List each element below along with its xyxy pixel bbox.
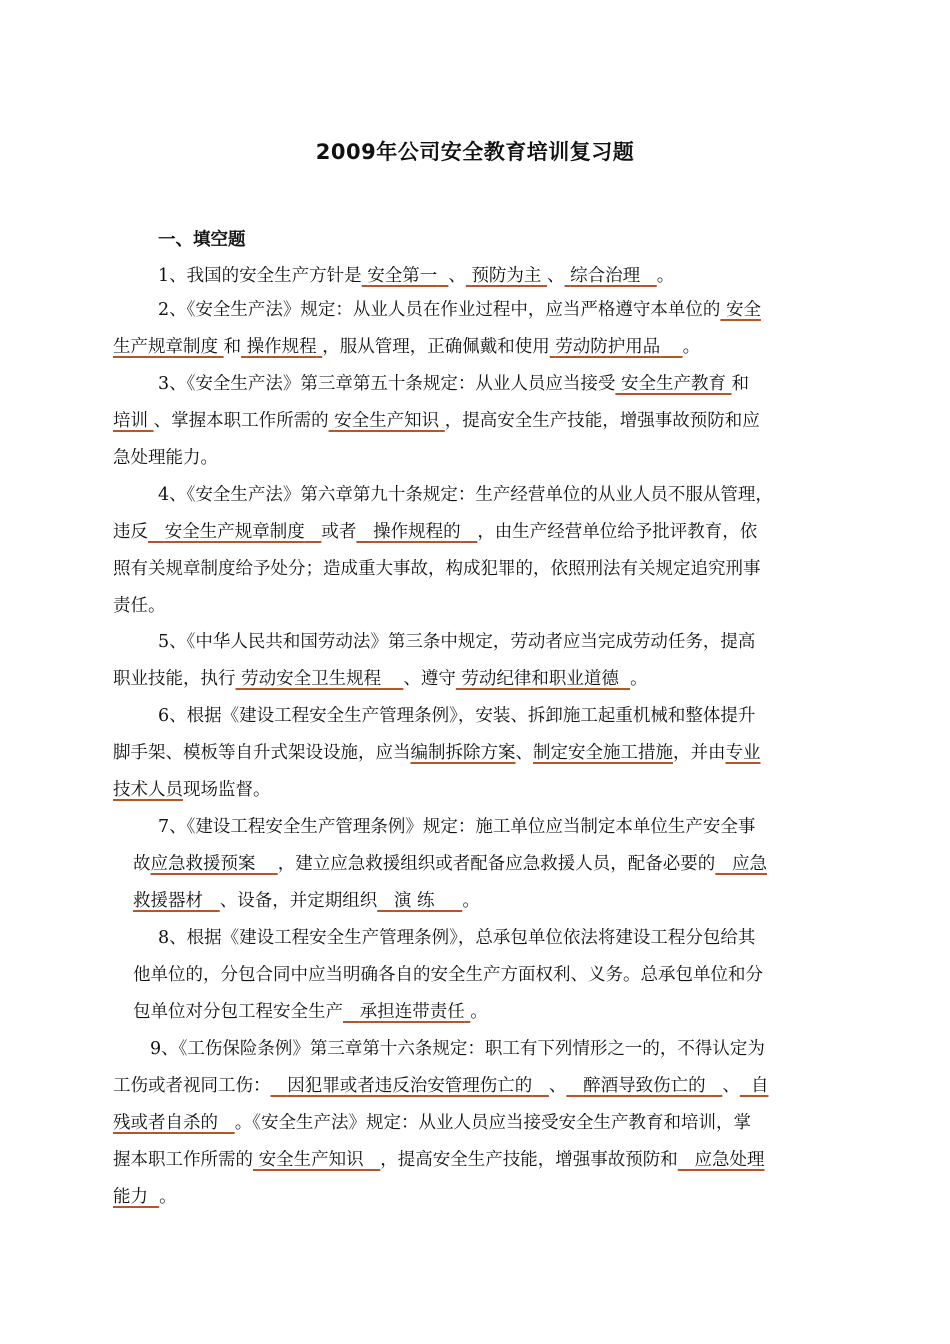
answer-blank: 自 [750, 1076, 769, 1096]
question-9-cont: 工伤或者视同工伤： 因犯罪或者违反治安管理伤亡的 、 醉酒导致伤亡的 、 自 残或者自杀的 。《安全生产法》规定：从业人员应当接受安全生产教育和培训，掌 握本职工作所需的 安全生产知识 ，提高安全生产技能，增强事故预防和 应急处理 能力 。 [113, 1076, 769, 1207]
answer-blank: 综合治理 [570, 266, 641, 286]
answer-blank: 安全生产知识 [258, 1150, 364, 1170]
answer-blank: 劳动安全卫生规程 [241, 669, 382, 689]
question-7: 7、《建设工程安全生产管理条例》规定：施工单位应当制定本单位生产安全事 [158, 817, 756, 837]
answer-blank: 安全生产教育 [620, 374, 726, 394]
answer-blank: 操作规程 [246, 337, 317, 357]
question-5: 5、《中华人民共和国劳动法》第三条中规定，劳动者应当完成劳动任务，提高 [158, 632, 756, 652]
answer-blank: 应急 [731, 854, 767, 874]
answer-blank: 应急处理 [694, 1150, 765, 1170]
question-8: 8、根据《建设工程安全生产管理条例》，总承包单位依法将建设工程分包给其 [158, 928, 756, 948]
answer-blank: 残或者自杀的 [113, 1113, 218, 1133]
page-title: 2009年公司安全教育培训复习题 [315, 140, 635, 164]
question-9: 9、《工伤保险条例》第三章第十六条规定：职工有下列情形之一的，不得认定为 [150, 1039, 765, 1059]
question-6-cont: 脚手架、模板等自升式架设设施，应当编制拆除方案、制定安全施工措施，并由专业 技术人员现场监督。 [113, 743, 761, 800]
question-4: 4、《安全生产法》第六章第九十条规定：生产经营单位的从业人员不服从管理， [158, 485, 773, 505]
question-3: 3、《安全生产法》第三章第五十条规定：从业人员应当接受 安全生产教育 和 [158, 374, 750, 394]
answer-blank: 编制拆除方案 [410, 743, 516, 763]
question-2-cont: 生产规章制度 和 操作规程 ，服从管理，正确佩戴和使用 劳动防护用品 。 [113, 337, 701, 357]
answer-blank: 安全生产知识 [334, 411, 440, 431]
answer-blank: 安全第一 [367, 266, 438, 286]
answer-blank: 承担连带责任 [359, 1002, 465, 1022]
section-heading: 一、填空题 [158, 230, 246, 250]
answer-blank: 制定安全施工措施 [533, 743, 673, 763]
answer-blank: 能力 [113, 1187, 148, 1207]
question-1: 1、我国的安全生产方针是 安全第一 、 预防为主 、 综合治理 。 [158, 266, 675, 286]
answer-blank: 因犯罪或者违反治安管理伤亡的 [287, 1076, 533, 1096]
answer-blank: 技术人员 [113, 780, 183, 800]
question-7-cont: 故应急救援预案 ，建立应急救援组织或者配备应急救援人员，配备必要的 应急 救援器材 、设备，并定期组织 演 练 。 [133, 854, 767, 911]
question-4-cont: 违反 安全生产规章制度 或者 操作规程的 ，由生产经营单位给予批评教育，依 照有关规章制度给予处分；造成重大事故，构成犯罪的，依照刑法有关规定追究刑事 责任。 [113, 522, 761, 616]
answer-blank: 应急救援预案 [150, 854, 256, 874]
answer-blank: 安全 [725, 300, 761, 320]
question-8-cont: 他单位的，分包合同中应当明确各自的安全生产方面权利、义务。总承包单位和分 包单位对分包工程安全生产 承担连带责任 。 [133, 965, 763, 1022]
answer-blank: 生产规章制度 [113, 337, 218, 357]
question-2: 2、《安全生产法》规定：从业人员在作业过程中，应当严格遵守本单位的 安全 [158, 300, 761, 320]
answer-blank: 劳动纪律和职业道德 [461, 669, 619, 689]
answer-blank: 培训 [113, 411, 148, 431]
answer-blank: 专业 [725, 743, 761, 763]
answer-blank: 演 练 [393, 891, 435, 911]
answer-blank: 安全生产规章制度 [164, 522, 305, 542]
answer-blank: 预防为主 [471, 266, 542, 286]
question-3-cont: 培训 、掌握本职工作所需的 安全生产知识 ，提高安全生产技能，增强事故预防和应 急处理能力。 [113, 411, 760, 468]
answer-blank: 操作规程的 [373, 522, 461, 542]
answer-blank: 救援器材 [133, 891, 203, 911]
question-6: 6、根据《建设工程安全生产管理条例》，安装、拆卸施工起重机械和整体提升 [158, 706, 756, 726]
answer-blank: 劳动防护用品 [555, 337, 661, 357]
answer-blank: 醉酒导致伤亡的 [583, 1076, 706, 1096]
question-5-cont: 职业技能，执行 劳动安全卫生规程 、遵守 劳动纪律和职业道德 。 [113, 669, 648, 689]
